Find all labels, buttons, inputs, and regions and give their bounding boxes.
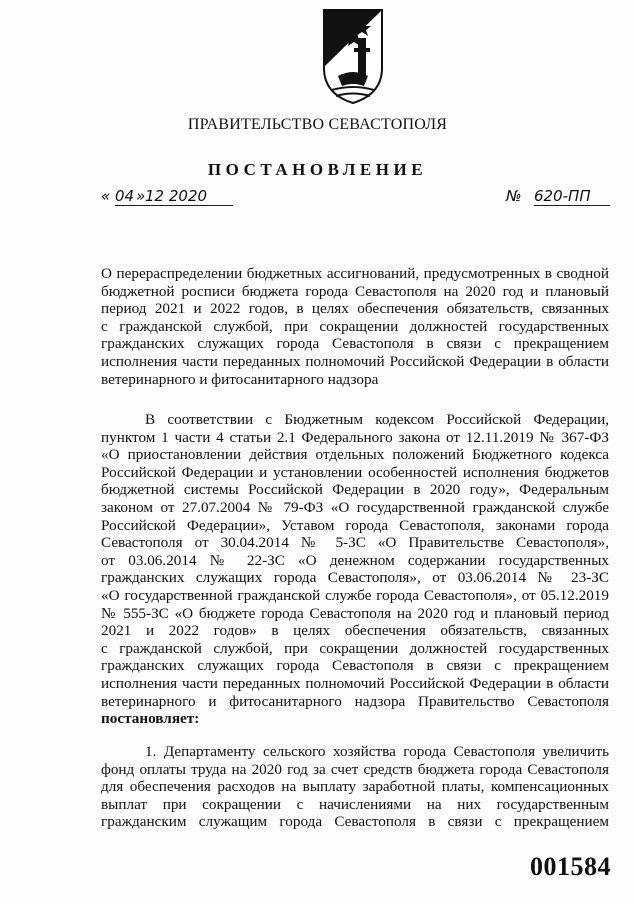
preamble-line: В соответствии с Бюджетным кодексом Российской Федерации, xyxy=(145,411,609,428)
resolves-word: постановляет: xyxy=(101,710,200,728)
title-line: гражданских служащих города Севастополя в связи с прекращением xyxy=(101,335,609,353)
title-line: О перераспределении бюджетных ассигнований, предусмотренных в сводной xyxy=(101,265,609,282)
number-sign: № xyxy=(506,187,522,205)
form-serial-number: 001584 xyxy=(530,852,611,881)
date-day: 04 xyxy=(115,187,135,205)
preamble-line: «О государственной гражданской службе города Севастополя», от 05.12.2019 xyxy=(101,586,609,604)
document-type: ПОСТАНОВЛЕНИЕ xyxy=(207,160,428,179)
preamble-line: от 03.06.2014 № 22-ЗС «О денежном содержании государственных xyxy=(101,551,609,569)
title-line: период 2021 и 2022 годов, в целях обеспечения обязательств, связанных xyxy=(101,300,609,318)
title-line: бюджетной росписи бюджета города Севастополя на 2020 год и плановый xyxy=(101,282,609,300)
preamble-line: 2021 и 2022 годов» в целях обеспечения обязательств, связанных xyxy=(101,622,609,640)
document-number xyxy=(506,187,610,209)
preamble-line: пунктом 1 части 4 статьи 2.1 Федерального закона от 12.11.2019 № 367-ФЗ xyxy=(101,428,609,446)
title-line: исполнения части переданных полномочий Российской Федерации в области xyxy=(101,352,609,370)
preamble-line: ветеринарного и фитосанитарного надзора Правительство Севастополя xyxy=(101,692,609,710)
preamble-line: № 555-ЗС «О бюджете города Севастополя на 2020 год и плановый период xyxy=(101,604,609,622)
preamble-line: «О приостановлении действия отдельных положений Бюджетного кодекса xyxy=(101,446,609,464)
item-line: для обеспечения расходов на выплату заработной платы, компенсационных xyxy=(101,778,609,796)
number-value: 620-ПП xyxy=(534,187,591,205)
document-date xyxy=(101,187,233,209)
item-line: выплат при сокращении с начислениями на них государственным xyxy=(101,795,609,813)
item-line: 1. Департаменту сельского хозяйства города Севастополя увеличить xyxy=(145,743,609,760)
preamble-line: с гражданской службой, при сокращении должностей государственных xyxy=(101,639,609,657)
date-underline xyxy=(115,205,233,206)
item-line: гражданским служащим города Севастополя в связи с прекращением xyxy=(101,813,609,831)
item-1 xyxy=(101,743,609,831)
title-line: ветеринарного и фитосанитарного надзора xyxy=(101,370,379,388)
date-close-quote: » xyxy=(136,187,146,205)
preamble-line: Российской Федерации», Уставом города Севастополя, законами города xyxy=(101,516,609,534)
government-name: ПРАВИТЕЛЬСТВО СЕВАСТОПОЛЯ xyxy=(187,116,448,133)
preamble-line: Российской Федерации и установлении особенностей исполнения бюджетов xyxy=(101,463,609,481)
number-underline xyxy=(534,205,610,206)
sevastopol-coat-of-arms-icon xyxy=(318,6,388,106)
preamble xyxy=(101,411,609,728)
item-line: фонд оплаты труда на 2020 год за счет средств бюджета города Севастополя xyxy=(101,760,609,778)
preamble-line: гражданских служащих города Севастополя в связи с прекращением xyxy=(101,657,609,675)
title-line: с гражданской службой, при сокращении должностей государственных xyxy=(101,317,609,335)
preamble-line: гражданских служащих города Севастополя», от 03.06.2014 № 23-ЗС xyxy=(101,569,609,587)
preamble-line: исполнения части переданных полномочий Российской Федерации в области xyxy=(101,674,609,692)
date-open-quote: « xyxy=(101,187,111,205)
preamble-line: Севастополя от 30.04.2014 № 5-ЗС «О Правительстве Севастополя», xyxy=(101,534,609,552)
date-month-year: 12 2020 xyxy=(145,187,208,205)
document-title xyxy=(101,265,609,388)
preamble-line: законом от 27.07.2004 № 79-ФЗ «О государственной гражданской службе xyxy=(101,498,609,516)
preamble-line: бюджетной системы Российской Федерации в 2020 году», Федеральным xyxy=(101,481,609,499)
